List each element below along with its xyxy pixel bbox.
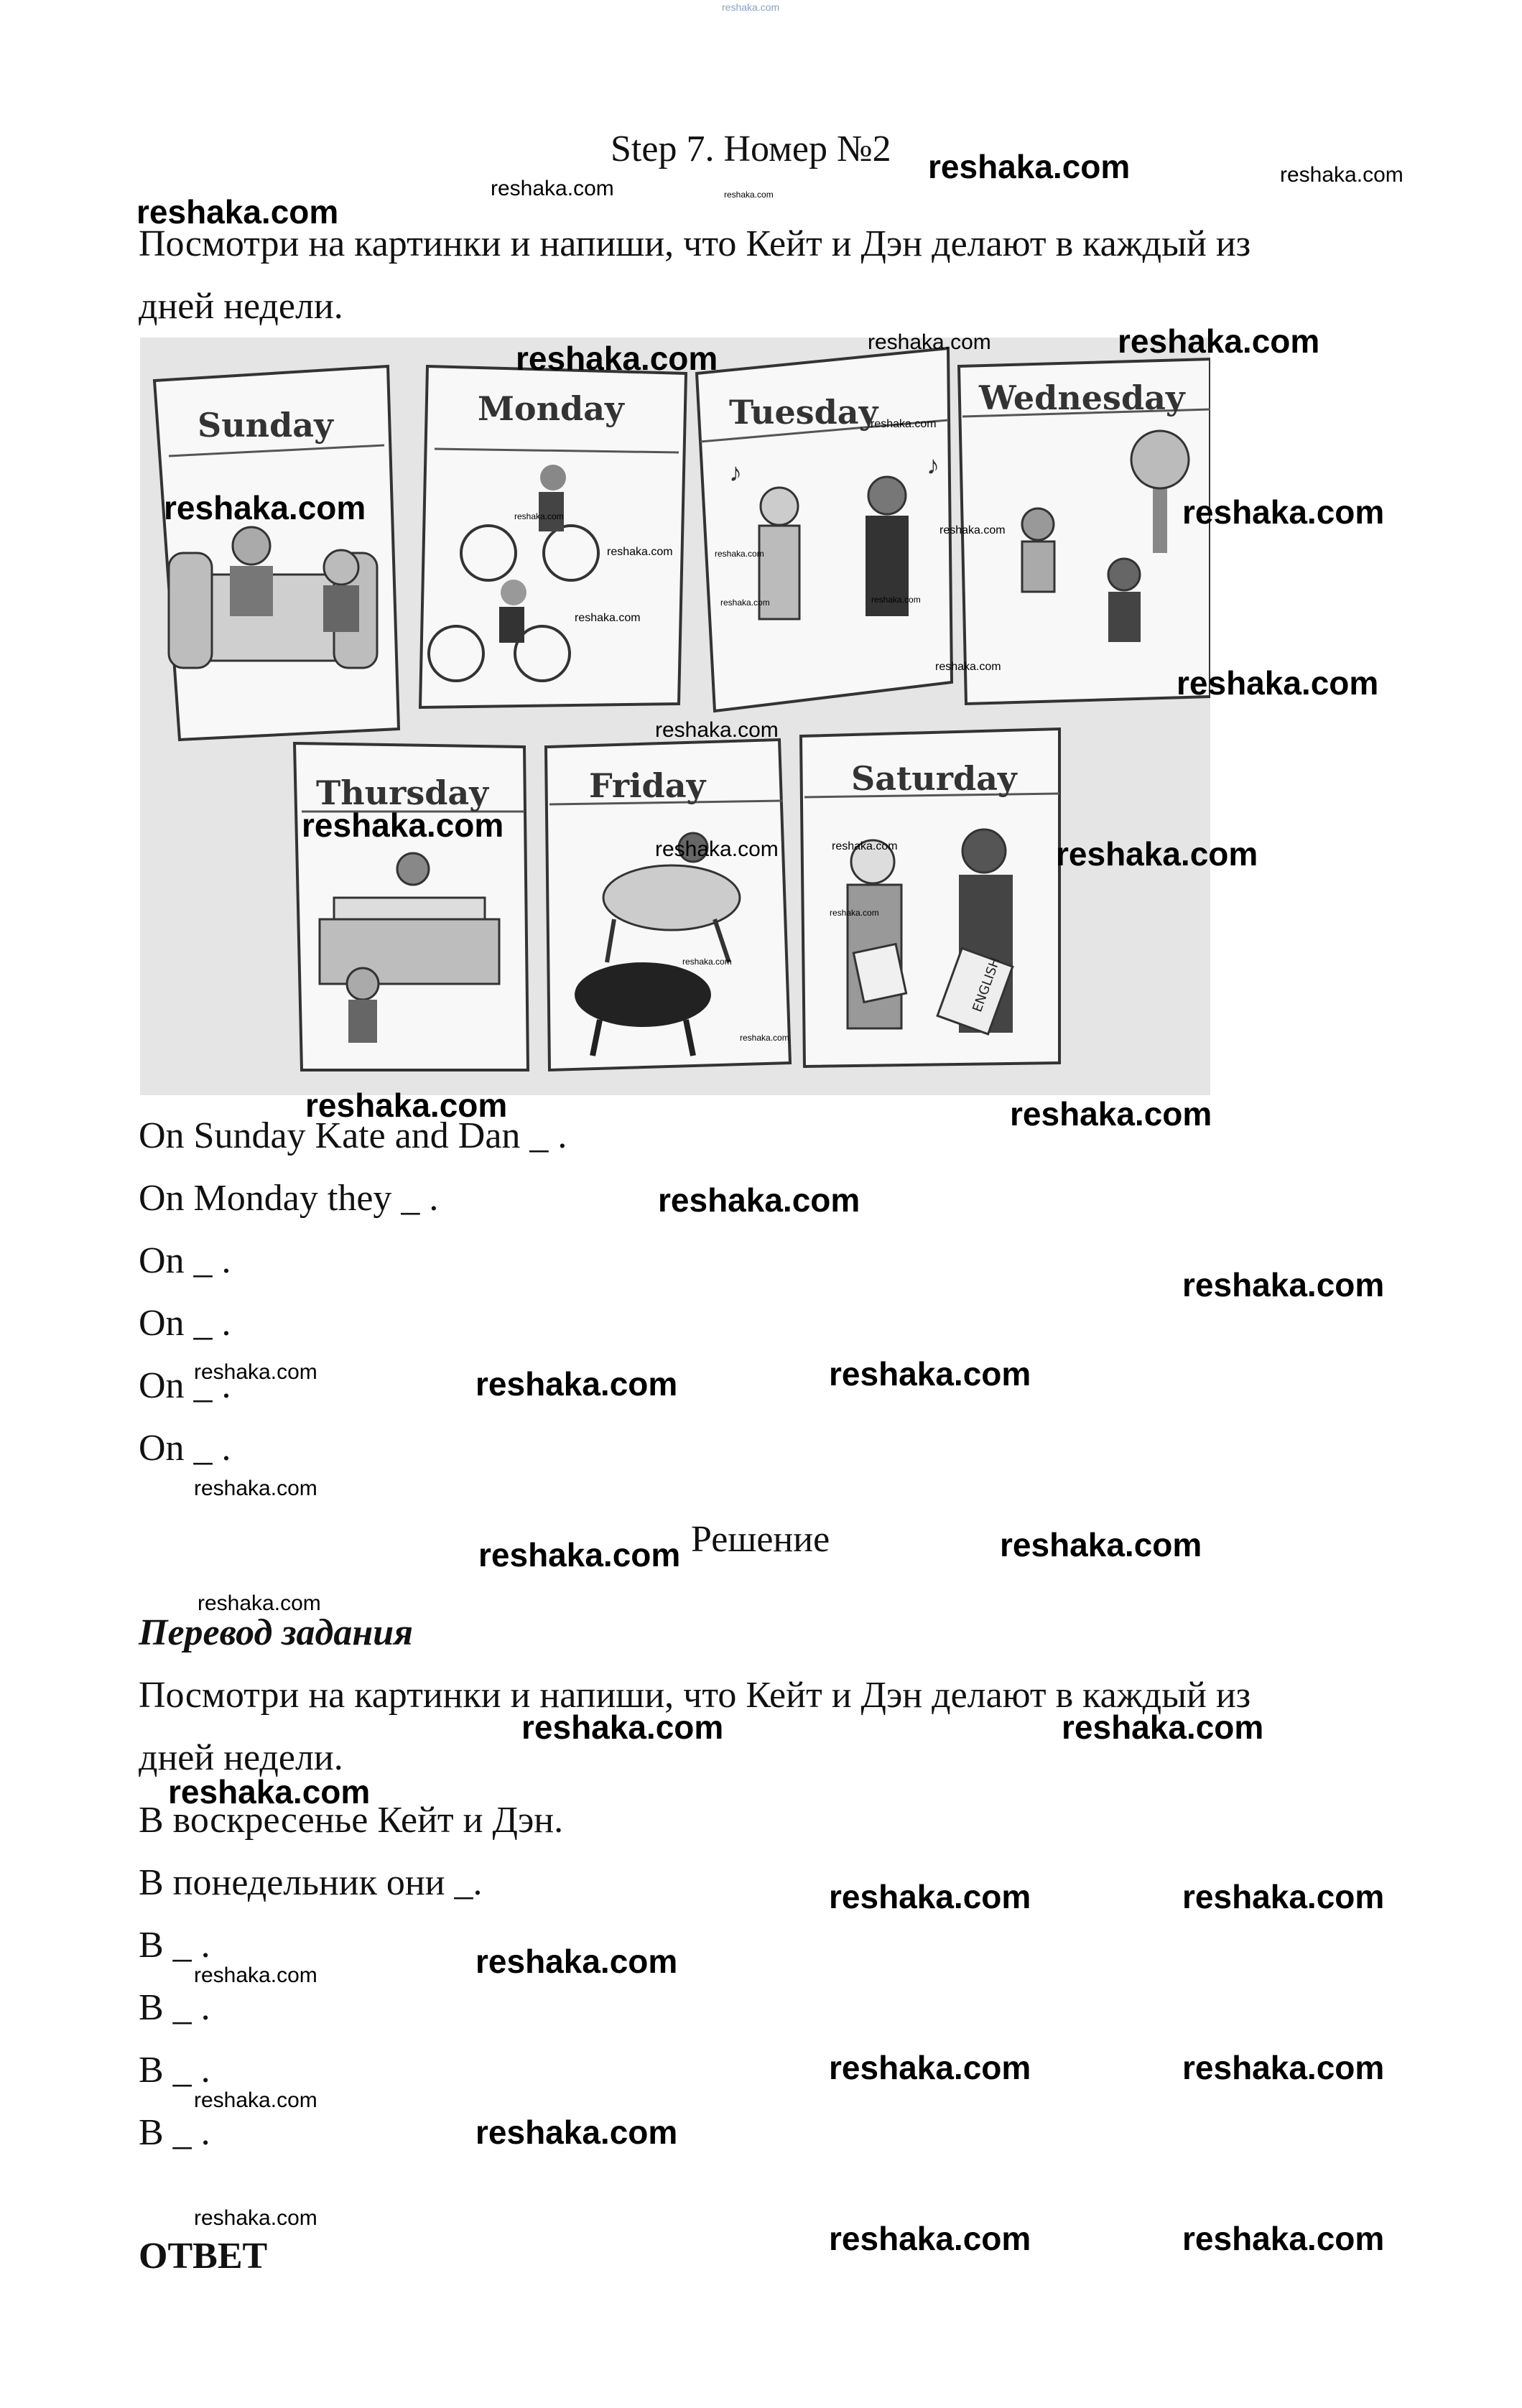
- watermark: reshaka.com: [1056, 835, 1258, 873]
- watermark: reshaka.com: [935, 661, 1001, 673]
- watermark: reshaka.com: [829, 2220, 1031, 2257]
- svg-text:♪: ♪: [729, 458, 742, 487]
- page-monday: [420, 366, 686, 707]
- day-label-thursday: Thursday: [316, 773, 488, 812]
- translation-sentence-5: В _ .: [139, 2050, 210, 2091]
- watermark: reshaka.com: [1182, 2049, 1385, 2086]
- watermark: reshaka.com: [832, 840, 898, 852]
- page-saturday: [801, 729, 1059, 1066]
- instruction-line-2: дней недели.: [139, 286, 343, 327]
- watermark: reshaka.com: [168, 1773, 371, 1810]
- sentence-monday: On Monday they _ .: [139, 1178, 439, 1219]
- watermark: reshaka.com: [607, 546, 673, 558]
- watermark: reshaka.com: [491, 177, 614, 200]
- watermark: reshaka.com: [658, 1181, 860, 1219]
- watermark: reshaka.com: [1280, 163, 1403, 187]
- watermark: reshaka.com: [871, 418, 937, 430]
- svg-text:♪: ♪: [927, 451, 939, 480]
- watermark: reshaka.com: [198, 1591, 321, 1615]
- sentence-sunday: On Sunday Kate and Dan _ .: [139, 1115, 567, 1156]
- watermark: reshaka.com: [720, 598, 770, 608]
- page-friday: [546, 740, 790, 1070]
- watermark: reshaka.com: [475, 1943, 678, 1980]
- translation-line-2: дней недели.: [139, 1737, 343, 1778]
- translation-sentence-2: В понедельник они _.: [139, 1862, 483, 1903]
- watermark: reshaka.com: [194, 2206, 317, 2230]
- watermark: reshaka.com: [514, 511, 564, 521]
- watermark: reshaka.com: [830, 908, 879, 918]
- translation-sentence-6: В _ .: [139, 2112, 210, 2153]
- watermark: reshaka.com: [1118, 322, 1320, 360]
- watermark: reshaka.com: [928, 148, 1131, 185]
- watermark: reshaka.com: [829, 1355, 1031, 1393]
- day-label-tuesday: Tuesday: [729, 393, 878, 432]
- page-title: Step 7. Номер №2: [611, 129, 891, 169]
- page-thursday: [294, 743, 528, 1070]
- answer-heading: ОТВЕТ: [139, 2236, 268, 2277]
- translation-sentence-4: В _ .: [139, 1987, 210, 2028]
- watermark: reshaka.com: [194, 2088, 317, 2112]
- day-label-saturday: Saturday: [851, 759, 1017, 798]
- page-tuesday: [697, 348, 952, 711]
- watermark: reshaka.com: [194, 1477, 317, 1500]
- sentence-6: On _ .: [139, 1428, 231, 1469]
- translation-sentence-3: В _ .: [139, 1925, 210, 1966]
- day-label-wednesday: Wednesday: [979, 378, 1185, 417]
- watermark: reshaka.com: [871, 595, 921, 605]
- watermark: reshaka.com: [136, 193, 339, 231]
- site-url[interactable]: reshaka.com: [722, 1, 780, 13]
- watermark: reshaka.com: [655, 718, 779, 742]
- translation-heading: Перевод задания: [139, 1612, 413, 1653]
- solution-heading: Решение: [691, 1519, 830, 1560]
- watermark: reshaka.com: [478, 1536, 681, 1573]
- watermark: reshaka.com: [575, 612, 641, 624]
- watermark: reshaka.com: [1010, 1095, 1212, 1133]
- watermark: reshaka.com: [724, 190, 774, 200]
- watermark: reshaka.com: [1000, 1526, 1202, 1563]
- watermark: reshaka.com: [521, 1709, 724, 1746]
- watermark: reshaka.com: [740, 1033, 789, 1043]
- sentence-5: On _ .: [139, 1365, 231, 1406]
- day-label-friday: Friday: [589, 766, 706, 805]
- watermark: reshaka.com: [1182, 1878, 1385, 1915]
- watermark: reshaka.com: [868, 330, 991, 354]
- watermark: reshaka.com: [302, 806, 504, 844]
- watermark: reshaka.com: [715, 549, 764, 559]
- watermark: reshaka.com: [194, 1963, 317, 1987]
- watermark: reshaka.com: [305, 1087, 508, 1124]
- watermark: reshaka.com: [475, 1365, 678, 1403]
- day-label-monday: Monday: [478, 389, 624, 428]
- watermark: reshaka.com: [1182, 1266, 1385, 1303]
- translation-line-1: Посмотри на картинки и напиши, что Кейт и Дэн делают в каждый из: [139, 1675, 1251, 1716]
- watermark: reshaka.com: [682, 957, 732, 967]
- translation-sentence-1: В воскресенье Кейт и Дэн.: [139, 1800, 564, 1841]
- sentence-3: On _ .: [139, 1240, 231, 1281]
- watermark: reshaka.com: [475, 2114, 678, 2151]
- watermark: reshaka.com: [829, 2049, 1031, 2086]
- sentence-4: On _ .: [139, 1303, 231, 1344]
- page-sunday: [154, 366, 399, 740]
- instruction-line-1: Посмотри на картинки и напиши, что Кейт и Дэн делают в каждый из: [139, 223, 1251, 264]
- calendar-illustration: [140, 338, 1210, 1095]
- watermark: reshaka.com: [164, 489, 366, 526]
- english-book-label: ENGLISH: [970, 955, 1003, 1015]
- watermark: reshaka.com: [655, 837, 779, 861]
- watermark: reshaka.com: [516, 340, 718, 377]
- watermark: reshaka.com: [1177, 664, 1379, 702]
- watermark: reshaka.com: [1182, 493, 1385, 531]
- calendar-svg: [140, 338, 1210, 1095]
- watermark: reshaka.com: [829, 1878, 1031, 1915]
- day-label-sunday: Sunday: [198, 406, 333, 445]
- watermark: reshaka.com: [194, 1360, 317, 1384]
- watermark: reshaka.com: [1062, 1709, 1264, 1746]
- watermark: reshaka.com: [939, 524, 1006, 536]
- watermark: reshaka.com: [1182, 2220, 1385, 2257]
